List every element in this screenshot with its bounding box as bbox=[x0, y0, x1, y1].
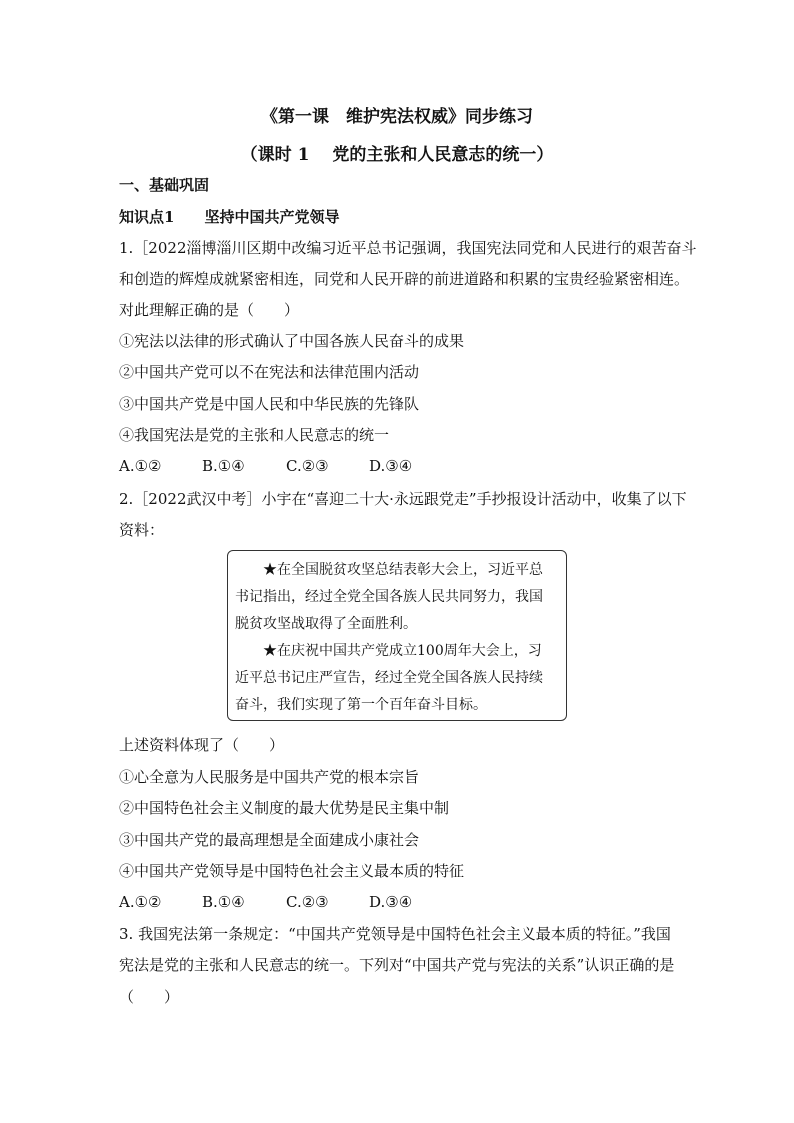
q2-option-1: ①心全意为人民服务是中国共产党的根本宗旨 bbox=[119, 768, 420, 786]
q3-stem-line2: 宪法是党的主张和人民意志的统一。下列对“中国共产党与宪法的关系”认识正确的是 bbox=[119, 956, 675, 974]
q1-option-1: ①宪法以法律的形式确认了中国各族人民奋斗的成果 bbox=[119, 332, 465, 350]
q2-choice-a: A.①② bbox=[119, 893, 162, 911]
q1-stem-line3: 对此理解正确的是（ ） bbox=[119, 301, 300, 319]
q1-choice-c: C.②③ bbox=[286, 457, 329, 475]
q1-stem-line1: 1.［2022淄博淄川区期中改编习近平总书记强调，我国宪法同党和人民进行的艰苦奋斗 bbox=[119, 239, 697, 257]
q2-choice-d: D.③④ bbox=[369, 893, 413, 911]
material-line: ★在全国脱贫攻坚总结表彰大会上，习近平总 bbox=[263, 562, 543, 578]
q1-choice-a: A.①② bbox=[119, 457, 162, 475]
document-subtitle: （课时 1 党的主张和人民意志的统一） bbox=[240, 145, 554, 165]
q1-choice-b: B.①④ bbox=[202, 457, 245, 475]
q1-choice-d: D.③④ bbox=[369, 457, 413, 475]
material-line: 奋斗，我们实现了第一个百年奋斗目标。 bbox=[235, 697, 487, 713]
q2-stem-line2: 资料： bbox=[119, 521, 165, 539]
material-line: 书记指出，经过全党全国各族人民共同努力，我国 bbox=[235, 589, 543, 605]
q1-stem-line2: 和创造的辉煌成就紧密相连，同党和人民开辟的前进道路和积累的宝贵经验紧密相连。 bbox=[119, 270, 690, 288]
q2-option-4: ④中国共产党领导是中国特色社会主义最本质的特征 bbox=[119, 862, 465, 880]
q2-option-2: ②中国特色社会主义制度的最大优势是民主集中制 bbox=[119, 799, 450, 817]
material-line: 脱贫攻坚战取得了全面胜利。 bbox=[235, 616, 417, 632]
q2-material-box bbox=[227, 550, 567, 721]
section-heading: 一、基础巩固 bbox=[119, 176, 210, 194]
q3-stem-line3: （ ） bbox=[119, 988, 180, 1006]
document-title: 《第一课 维护宪法权威》同步练习 bbox=[261, 107, 533, 127]
q2-choice-b: B.①④ bbox=[202, 893, 245, 911]
material-line: 近平总书记庄严宣告，经过全党全国各族人民持续 bbox=[235, 670, 543, 686]
q3-stem-line1: 3. 我国宪法第一条规定：“中国共产党领导是中国特色社会主义最本质的特征。”我国 bbox=[119, 925, 671, 943]
q1-option-3: ③中国共产党是中国人民和中华民族的先锋队 bbox=[119, 395, 420, 413]
q2-choice-c: C.②③ bbox=[286, 893, 329, 911]
knowledge-point-heading: 知识点1 坚持中国共产党领导 bbox=[119, 208, 340, 226]
material-line: ★在庆祝中国共产党成立100周年大会上，习 bbox=[263, 643, 542, 659]
q1-option-4: ④我国宪法是党的主张和人民意志的统一 bbox=[119, 426, 390, 444]
q2-question-stem: 上述资料体现了（ ） bbox=[119, 736, 285, 754]
q2-option-3: ③中国共产党的最高理想是全面建成小康社会 bbox=[119, 831, 420, 849]
q1-option-2: ②中国共产党可以不在宪法和法律范围内活动 bbox=[119, 363, 420, 381]
q2-stem-line1: 2.［2022武汉中考］小宇在“喜迎二十大·永远跟党走”手抄报设计活动中，收集了以下 bbox=[119, 490, 687, 508]
